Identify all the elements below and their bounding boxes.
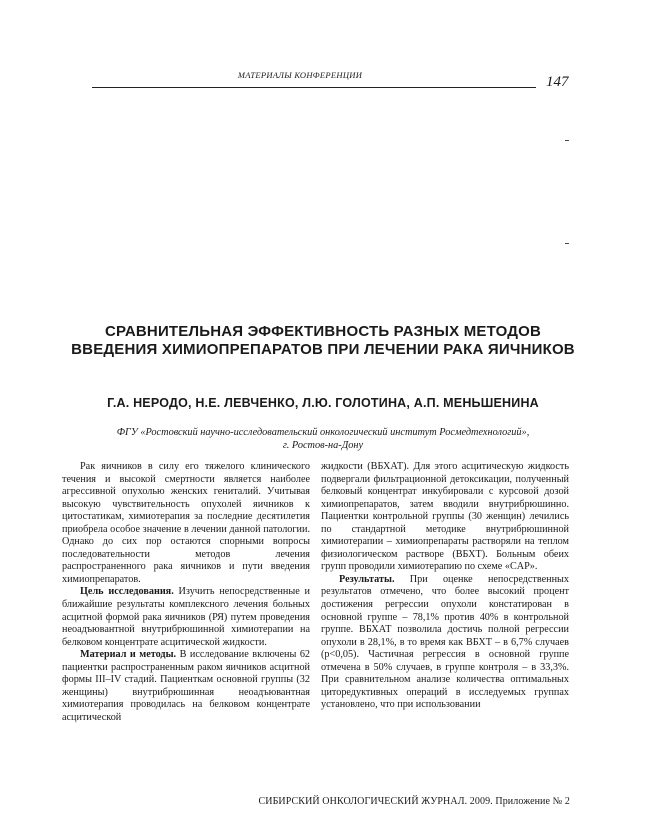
article-title: СРАВНИТЕЛЬНАЯ ЭФФЕКТИВНОСТЬ РАЗНЫХ МЕТОДОВ ВВЕДЕНИЯ ХИМИОПРЕПАРАТОВ ПРИ ЛЕЧЕНИИ РАКА ЯИЧНИКОВ <box>71 323 575 358</box>
article-affiliation <box>70 426 576 452</box>
methods-paragraph <box>62 649 310 724</box>
methods-text: В исследование включены 62 пациентки распространенным раком яичников асцитной формы III–IV стадий. Пациенткам основной группы (32 женщины) внутрибрюшинная неоадъювантная химиотерапия проводилась на белковом концентрате асцитической <box>62 649 311 723</box>
results-paragraph <box>321 574 569 712</box>
aim-paragraph <box>62 586 310 649</box>
results-text: При оценке непосредственных результатов отмечено, что более высокий процент достижения регрессии опухоли констатирован в основной группе – 78,1% против 40% в контрольной группе. ВБХАТ позволила достичь полной регрессии опухоли в 28,1%, в то время как ВБХТ – в 6,7% случаев (p<0,05). Частичная регрессия в основной группе отмечена в 50% случаев, в группе контроля – в 33,3%. При сравнительном анализе количества оптимальных циторедуктивных операций в исследуемых группах установлено, что при использовании <box>321 573 569 711</box>
article-authors: Г.А. НЕРОДО, Н.Е. ЛЕВЧЕНКО, Л.Ю. ГОЛОТИНА, А.П. МЕНЬШЕНИНА <box>107 396 539 410</box>
header-rule <box>92 87 536 88</box>
methods-label: Материал и методы. <box>80 649 177 661</box>
results-label: Результаты. <box>339 573 395 585</box>
affiliation-line-2: г. Ростов-на-Дону <box>282 440 364 451</box>
aim-text: Изучить непосредственные и ближайшие результаты комплексного лечения больных асцитной формой рака яичников (РЯ) путем проведения неоадъювантной внутрибрюшинной химиотерапии на белковом концентрате асцитической жидкости. <box>62 586 310 648</box>
left-column <box>62 461 310 724</box>
journal-footer: СИБИРСКИЙ ОНКОЛОГИЧЕСКИЙ ЖУРНАЛ. 2009. Приложение № 2 <box>258 796 570 807</box>
aim-label: Цель исследования. <box>80 586 174 598</box>
running-head: МАТЕРИАЛЫ КОНФЕРЕНЦИИ <box>237 70 363 80</box>
intro-paragraph: Рак яичников в силу его тяжелого клинического течения и высокой смертности является наиболее агрессивной опухолью женских гениталий. Учитывая высокую чувствительность опухолей яичников к цитостатикам, химиотерапия за последние десятилетия приобрела особое значение в лечении данной патологии. Однако до сих пор остаются спорными вопросы последовательности методов лечения распространенного рака яичников и пути введения химиопрепаратов. <box>62 461 310 585</box>
margin-mark <box>565 140 569 141</box>
right-column <box>321 461 569 712</box>
page-number: 147 <box>546 74 569 90</box>
margin-mark <box>565 243 569 244</box>
continuation-paragraph: жидкости (ВБХАТ). Для этого асцитическую жидкость подвергали фильтрационной детоксикации, полученный белковый концентрат инкубировали с курсовой дозой химиопрепаратов, затем вводили внутрибрюшинно. Пациентки контрольной группы (30 женщин) лечились по стандартной методике внутрибрюшинной химиотерапии – химиопрепараты растворяли на теплом физиологическом растворе (ВБХТ). Больным обеих групп проводили химиотерапию по схеме «CAP». <box>321 461 569 573</box>
affiliation-line-1: ФГУ «Ростовский научно-исследовательский онкологический институт Росмедтехнологий», <box>116 427 530 438</box>
